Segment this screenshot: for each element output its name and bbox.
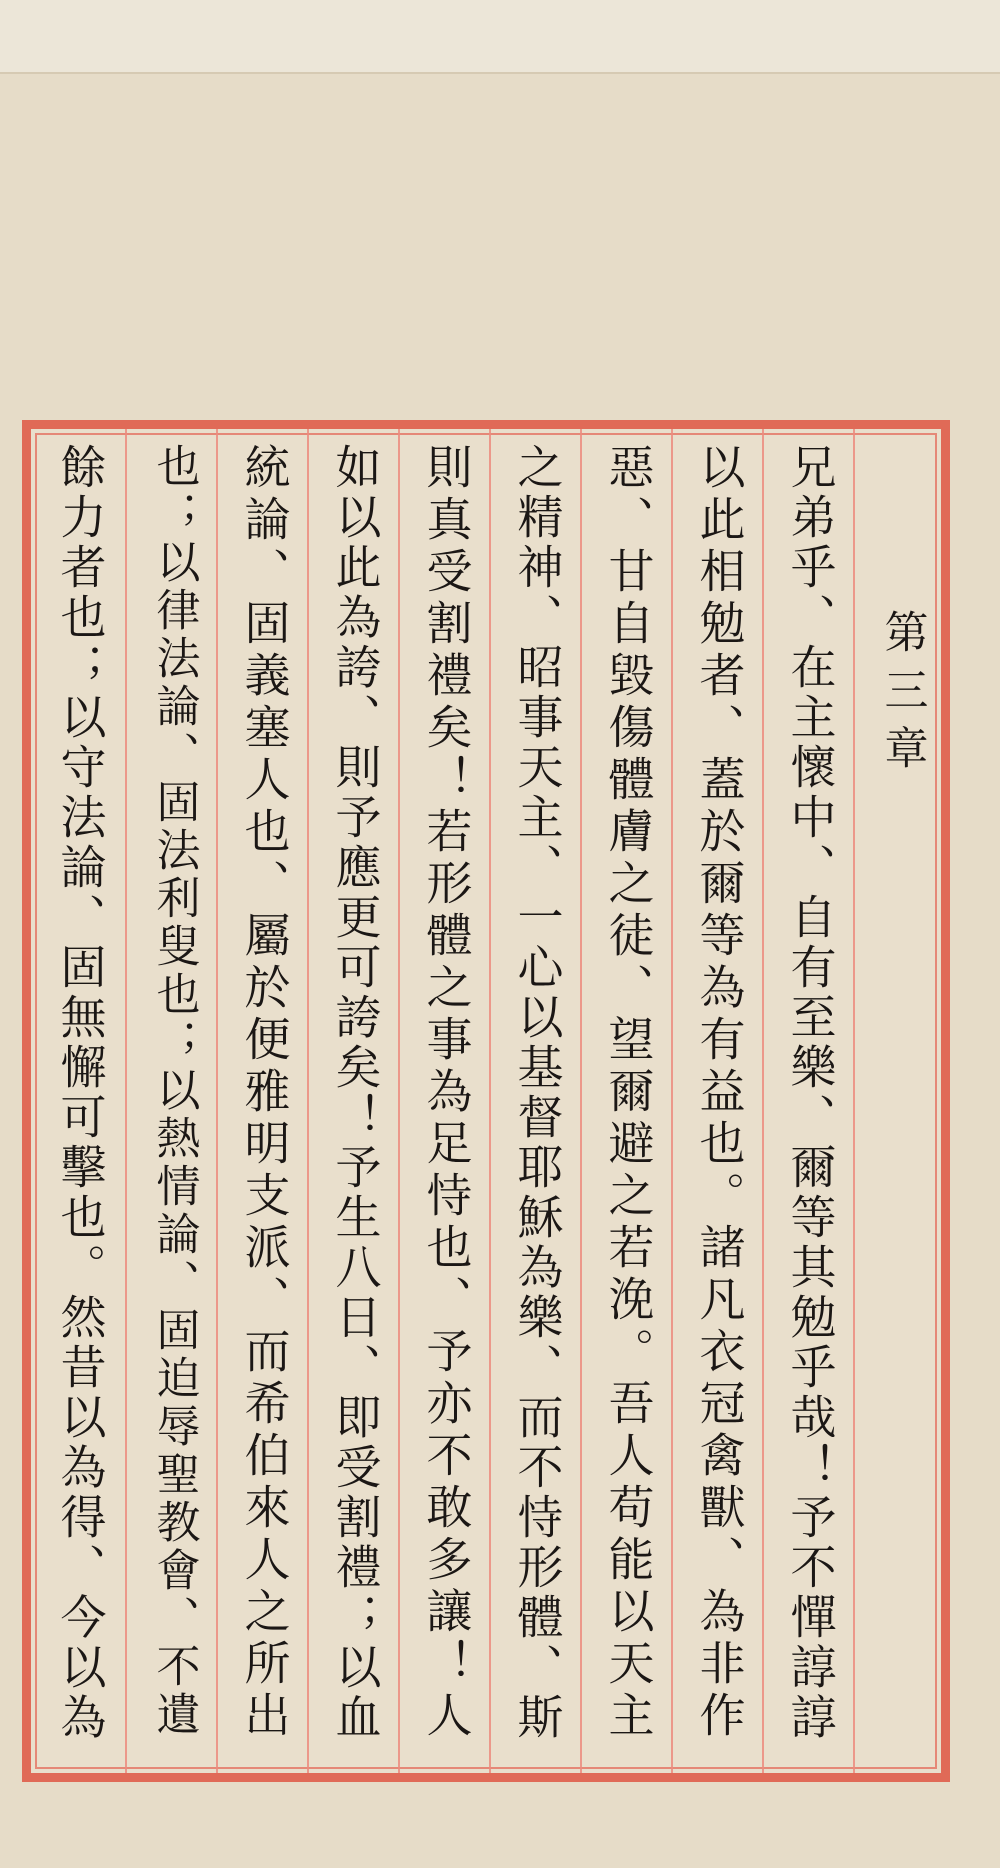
column-text: 惡、甘自毀傷體膚之徒、望爾避之若浼。吾人苟能以天主	[601, 443, 656, 1743]
column-text: 之精神、昭事天主、一心以基督耶穌為樂、而不恃形體、斯	[510, 443, 565, 1743]
text-column-1	[765, 429, 856, 1773]
text-column-5	[401, 429, 492, 1773]
column-text: 餘力者也；以守法論、固無懈可擊也。然昔以為得、今以為	[53, 443, 108, 1743]
column-text: 也；以律法論、固法利叟也；以熱情論、固迫辱聖教會、不遺	[148, 443, 200, 1739]
text-column-8	[128, 429, 219, 1773]
chapter-heading-column	[856, 429, 947, 1773]
text-column-9	[35, 429, 126, 1773]
text-column-6	[310, 429, 401, 1773]
text-frame	[22, 420, 950, 1782]
column-text: 兄弟乎、在主懷中、自有至樂、爾等其勉乎哉！予不憚諄諄	[783, 443, 838, 1743]
column-text: 統論、固義塞人也、屬於便雅明支派、而希伯來人之所出	[237, 443, 292, 1743]
column-text: 則真受割禮矣！若形體之事為足恃也、予亦不敢多讓！人	[419, 443, 474, 1743]
column-text: 以此相勉者、蓋於爾等為有益也。諸凡衣冠禽獸、為非作	[692, 443, 747, 1743]
chapter-title: 第三章	[876, 609, 928, 783]
column-text: 如以此為誇、則予應更可誇矣！予生八日、即受割禮；以血	[328, 443, 383, 1743]
text-column-4	[492, 429, 583, 1773]
text-column-2	[674, 429, 765, 1773]
page-top-edge	[0, 0, 1000, 74]
text-column-7	[219, 429, 310, 1773]
text-column-3	[583, 429, 674, 1773]
